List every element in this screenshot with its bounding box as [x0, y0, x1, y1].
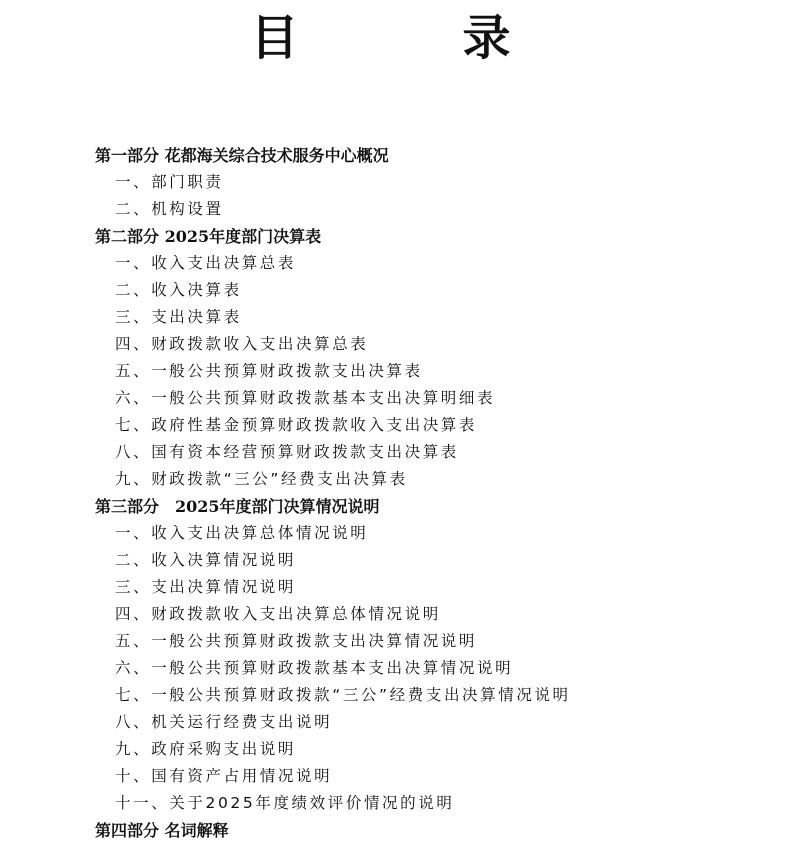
toc-part-1[interactable]: 第一部分 花都海关综合技术服务中心概况	[95, 146, 389, 165]
toc-item[interactable]: 五、一般公共预算财政拨款支出决算表	[115, 362, 423, 380]
toc-item[interactable]: 四、财政拨款收入支出决算总体情况说明	[115, 605, 441, 623]
toc-item[interactable]: 四、财政拨款收入支出决算总表	[115, 335, 369, 353]
toc-item[interactable]: 二、收入决算情况说明	[115, 551, 297, 569]
toc-item[interactable]: 五、一般公共预算财政拨款支出决算情况说明	[115, 632, 478, 650]
toc-item[interactable]: 一、收入支出决算总体情况说明	[115, 524, 369, 542]
toc-item[interactable]: 三、支出决算表	[115, 308, 242, 326]
toc-item[interactable]: 一、收入支出决算总表	[115, 254, 297, 272]
toc-item[interactable]: 七、一般公共预算财政拨款“三公”经费支出决算情况说明	[115, 686, 571, 704]
toc-item[interactable]: 六、一般公共预算财政拨款基本支出决算情况说明	[115, 659, 514, 677]
page-title: 目 录	[250, 10, 569, 66]
toc-item[interactable]: 八、国有资本经营预算财政拨款支出决算表	[115, 443, 459, 461]
toc-item[interactable]: 二、收入决算表	[115, 281, 242, 299]
toc-item[interactable]: 三、支出决算情况说明	[115, 578, 297, 596]
toc-part-4[interactable]: 第四部分 名词解释	[95, 821, 229, 840]
toc-item[interactable]: 十、国有资产占用情况说明	[115, 767, 333, 785]
toc-item[interactable]: 六、一般公共预算财政拨款基本支出决算明细表	[115, 389, 496, 407]
toc-item[interactable]: 七、政府性基金预算财政拨款收入支出决算表	[115, 416, 478, 434]
toc-part-2[interactable]: 第二部分 2025年度部门决算表	[95, 227, 322, 246]
toc-item[interactable]: 八、机关运行经费支出说明	[115, 713, 333, 731]
toc-item[interactable]: 九、财政拨款“三公”经费支出决算表	[115, 470, 408, 488]
toc-item[interactable]: 十一、关于2025年度绩效评价情况的说明	[115, 794, 455, 812]
table-of-contents	[95, 142, 779, 844]
toc-item[interactable]: 二、机构设置	[115, 200, 224, 218]
toc-item[interactable]: 九、政府采购支出说明	[115, 740, 297, 758]
toc-part-3[interactable]: 第三部分 2025年度部门决算情况说明	[95, 497, 380, 516]
toc-item[interactable]: 一、部门职责	[115, 173, 224, 191]
